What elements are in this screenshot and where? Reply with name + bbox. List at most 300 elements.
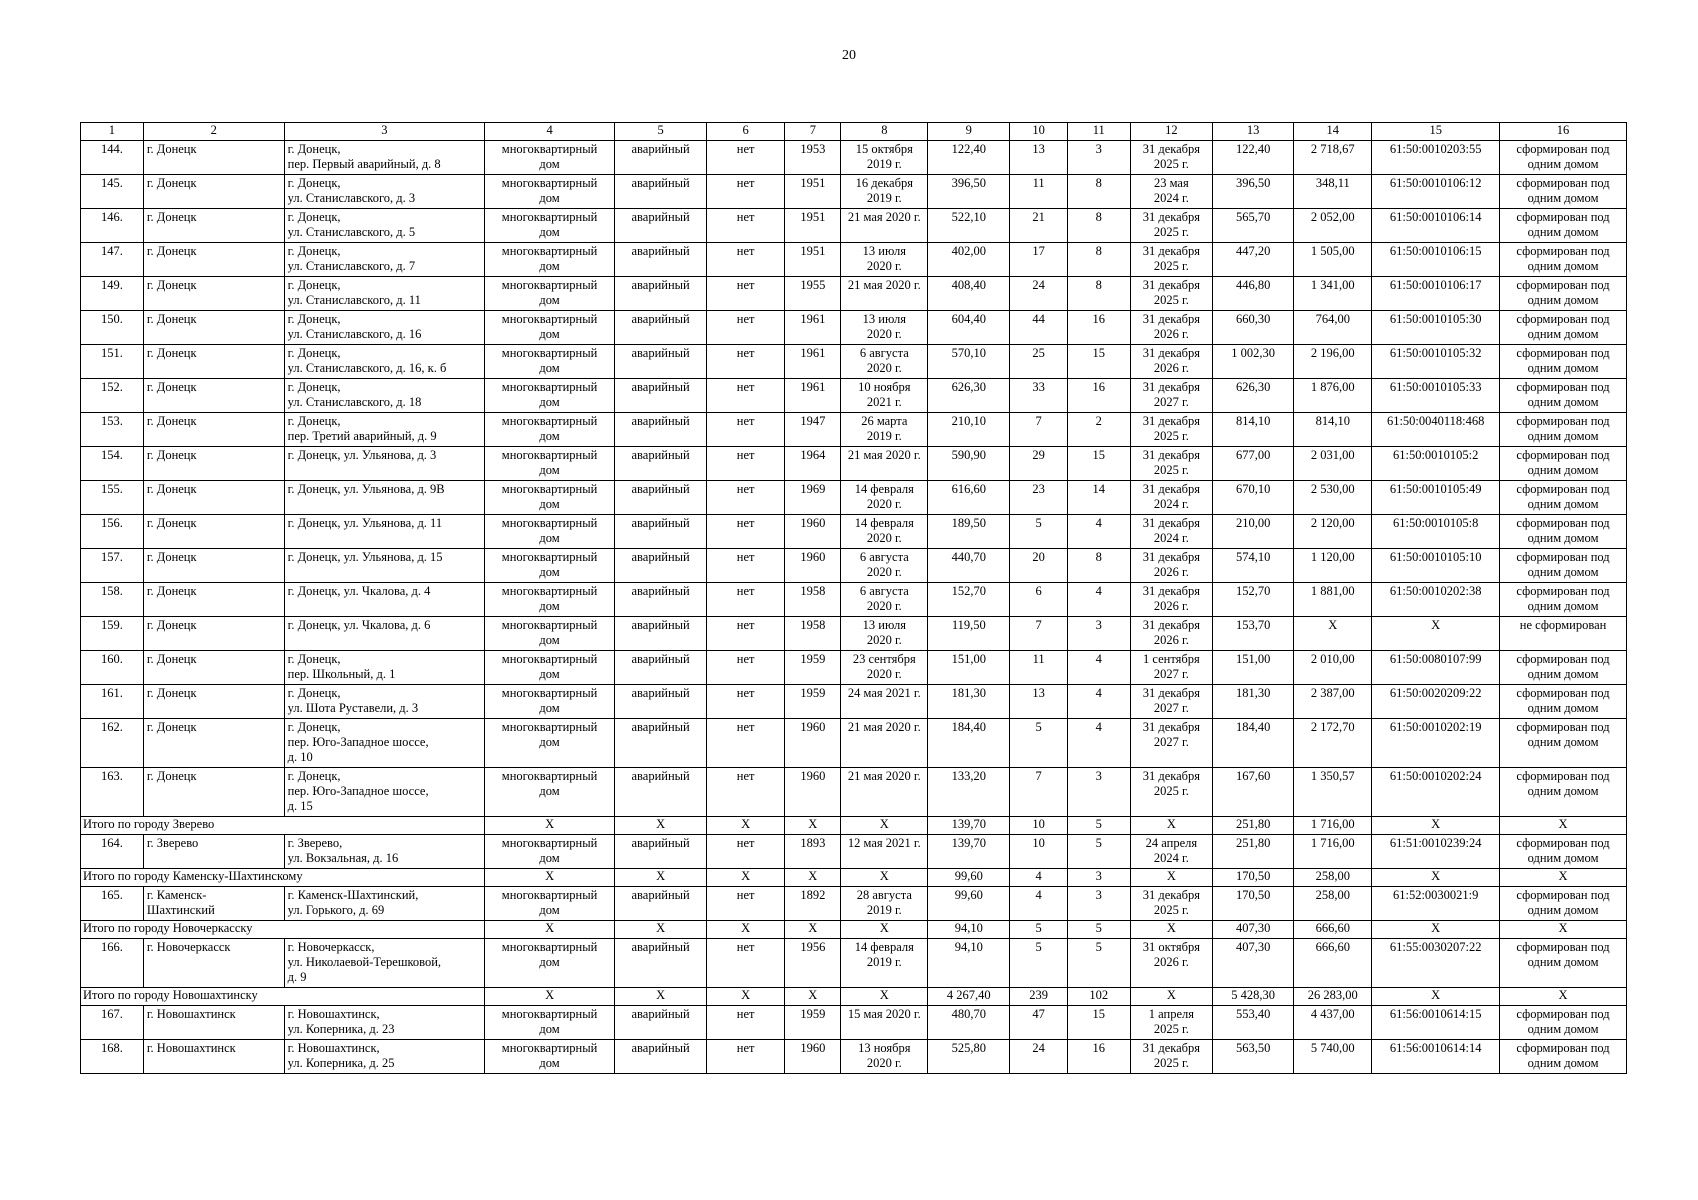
table-cell: г. Донецк, ул. Ульянова, д. 3 <box>284 447 484 481</box>
table-cell: 4 <box>1067 651 1130 685</box>
table-cell: 61:51:0010239:24 <box>1372 835 1500 869</box>
table-cell: 1960 <box>785 768 841 817</box>
table-cell: многоквартирный дом <box>485 685 615 719</box>
table-cell: 31 декабря 2024 г. <box>1130 481 1212 515</box>
table-cell: 574,10 <box>1213 549 1294 583</box>
table-cell: 522,10 <box>928 209 1010 243</box>
table-cell: 133,20 <box>928 768 1010 817</box>
table-cell: сформирован под одним домом <box>1500 345 1627 379</box>
table-cell: 1964 <box>785 447 841 481</box>
table-cell: 1 350,57 <box>1294 768 1372 817</box>
table-cell: аварийный <box>615 447 707 481</box>
table-cell: 677,00 <box>1213 447 1294 481</box>
table-cell: 1958 <box>785 617 841 651</box>
table-cell: 23 мая 2024 г. <box>1130 175 1212 209</box>
table-cell: многоквартирный дом <box>485 651 615 685</box>
table-cell: 396,50 <box>928 175 1010 209</box>
table-cell: 181,30 <box>1213 685 1294 719</box>
table-cell: Х <box>615 817 707 835</box>
table-cell: сформирован под одним домом <box>1500 311 1627 345</box>
table-cell: нет <box>707 413 785 447</box>
table-cell: 11 <box>1010 651 1067 685</box>
table-cell: сформирован под одним домом <box>1500 413 1627 447</box>
table-cell: г. Донецк <box>143 481 284 515</box>
table-cell: 170,50 <box>1213 869 1294 887</box>
table-cell: 31 октября 2026 г. <box>1130 939 1212 988</box>
table-cell: Х <box>785 817 841 835</box>
column-header: 1 <box>81 123 144 141</box>
table-cell: Х <box>841 817 928 835</box>
table-cell: Х <box>1372 617 1500 651</box>
table-cell: 348,11 <box>1294 175 1372 209</box>
table-cell: сформирован под одним домом <box>1500 583 1627 617</box>
table-cell: 4 <box>1067 685 1130 719</box>
table-cell: 258,00 <box>1294 887 1372 921</box>
table-cell: 11 <box>1010 175 1067 209</box>
table-row <box>81 515 1627 549</box>
table-cell: 3 <box>1067 617 1130 651</box>
table-cell: многоквартирный дом <box>485 515 615 549</box>
table-cell: г. Донецк <box>143 685 284 719</box>
table-cell: 14 <box>1067 481 1130 515</box>
table-cell: Х <box>785 869 841 887</box>
table-cell: аварийный <box>615 939 707 988</box>
table-cell: 7 <box>1010 768 1067 817</box>
table-cell: 1 876,00 <box>1294 379 1372 413</box>
table-cell: г. Донецк <box>143 719 284 768</box>
table-cell: 4 <box>1010 869 1067 887</box>
subtotal-label: Итого по городу Зверево <box>81 817 485 835</box>
table-cell: г. Донецк <box>143 209 284 243</box>
table-cell: аварийный <box>615 277 707 311</box>
table-cell: 13 июля 2020 г. <box>841 617 928 651</box>
table-cell: 31 декабря 2025 г. <box>1130 1040 1212 1074</box>
table-cell: 31 декабря 2025 г. <box>1130 141 1212 175</box>
table-cell: 5 428,30 <box>1213 988 1294 1006</box>
table-row <box>81 617 1627 651</box>
table-cell: 31 декабря 2025 г. <box>1130 243 1212 277</box>
table-cell: сформирован под одним домом <box>1500 685 1627 719</box>
table-cell: 8 <box>1067 549 1130 583</box>
table-cell: сформирован под одним домом <box>1500 243 1627 277</box>
housing-table-container <box>80 122 1627 1074</box>
table-cell: Х <box>1130 921 1212 939</box>
table-cell: Х <box>1500 817 1627 835</box>
table-cell: нет <box>707 835 785 869</box>
table-cell: Х <box>785 921 841 939</box>
table-cell: 1960 <box>785 515 841 549</box>
table-cell: нет <box>707 1040 785 1074</box>
table-cell: 480,70 <box>928 1006 1010 1040</box>
table-cell: 21 мая 2020 г. <box>841 768 928 817</box>
column-header: 6 <box>707 123 785 141</box>
table-cell: г. Донецк, ул. Станиславского, д. 18 <box>284 379 484 413</box>
table-cell: нет <box>707 719 785 768</box>
table-cell: Х <box>841 869 928 887</box>
column-header: 13 <box>1213 123 1294 141</box>
table-cell: 2 031,00 <box>1294 447 1372 481</box>
table-cell: 21 <box>1010 209 1067 243</box>
table-cell: 2 172,70 <box>1294 719 1372 768</box>
table-cell: 61:50:0010105:33 <box>1372 379 1500 413</box>
table-cell: 31 декабря 2027 г. <box>1130 685 1212 719</box>
table-cell: сформирован под одним домом <box>1500 939 1627 988</box>
table-cell: многоквартирный дом <box>485 768 615 817</box>
table-cell: 3 <box>1067 768 1130 817</box>
table-cell: нет <box>707 515 785 549</box>
table-cell: г. Донецк <box>143 277 284 311</box>
table-cell: 1 сентября 2027 г. <box>1130 651 1212 685</box>
table-row <box>81 311 1627 345</box>
table-cell: 94,10 <box>928 939 1010 988</box>
table-cell: 3 <box>1067 141 1130 175</box>
table-row <box>81 719 1627 768</box>
table-cell: 144. <box>81 141 144 175</box>
column-header: 8 <box>841 123 928 141</box>
table-cell: 163. <box>81 768 144 817</box>
column-header: 2 <box>143 123 284 141</box>
table-cell: Х <box>1130 869 1212 887</box>
table-cell: 146. <box>81 209 144 243</box>
table-cell: Х <box>707 869 785 887</box>
table-cell: нет <box>707 1006 785 1040</box>
table-cell: 1951 <box>785 175 841 209</box>
table-cell: 258,00 <box>1294 869 1372 887</box>
table-cell: 25 <box>1010 345 1067 379</box>
table-cell: многоквартирный дом <box>485 175 615 209</box>
table-cell: многоквартирный дом <box>485 719 615 768</box>
table-cell: 31 декабря 2025 г. <box>1130 413 1212 447</box>
table-cell: Х <box>485 817 615 835</box>
table-cell: 6 <box>1010 583 1067 617</box>
table-cell: 590,90 <box>928 447 1010 481</box>
table-cell: Х <box>1500 921 1627 939</box>
table-cell: аварийный <box>615 549 707 583</box>
table-cell: нет <box>707 277 785 311</box>
table-cell: 666,60 <box>1294 939 1372 988</box>
table-cell: многоквартирный дом <box>485 1006 615 1040</box>
table-cell: нет <box>707 481 785 515</box>
table-row <box>81 379 1627 413</box>
table-cell: Х <box>485 921 615 939</box>
table-cell: 161. <box>81 685 144 719</box>
table-cell: аварийный <box>615 1040 707 1074</box>
table-cell: 1947 <box>785 413 841 447</box>
table-cell: 1 апреля 2025 г. <box>1130 1006 1212 1040</box>
table-cell: Х <box>615 921 707 939</box>
table-cell: 1893 <box>785 835 841 869</box>
table-cell: нет <box>707 549 785 583</box>
table-cell: 14 февраля 2019 г. <box>841 939 928 988</box>
table-cell: сформирован под одним домом <box>1500 651 1627 685</box>
table-cell: многоквартирный дом <box>485 141 615 175</box>
table-cell: сформирован под одним домом <box>1500 719 1627 768</box>
table-cell: 8 <box>1067 243 1130 277</box>
table-cell: г. Донецк <box>143 311 284 345</box>
table-cell: 61:50:0010202:38 <box>1372 583 1500 617</box>
table-cell: г. Донецк, ул. Ульянова, д. 11 <box>284 515 484 549</box>
table-cell: 2 120,00 <box>1294 515 1372 549</box>
table-cell: аварийный <box>615 413 707 447</box>
table-cell: сформирован под одним домом <box>1500 515 1627 549</box>
table-cell: г. Донецк, пер. Третий аварийный, д. 9 <box>284 413 484 447</box>
table-row <box>81 277 1627 311</box>
table-cell: 24 апреля 2024 г. <box>1130 835 1212 869</box>
table-cell: 5 <box>1067 921 1130 939</box>
table-cell: 1953 <box>785 141 841 175</box>
table-cell: аварийный <box>615 209 707 243</box>
table-cell: 61:50:0010105:10 <box>1372 549 1500 583</box>
table-cell: г. Донецк <box>143 141 284 175</box>
table-cell: 4 437,00 <box>1294 1006 1372 1040</box>
table-cell: 1959 <box>785 1006 841 1040</box>
table-row <box>81 583 1627 617</box>
table-cell: 184,40 <box>1213 719 1294 768</box>
table-cell: 210,00 <box>1213 515 1294 549</box>
table-cell: 153. <box>81 413 144 447</box>
table-cell: 15 мая 2020 г. <box>841 1006 928 1040</box>
table-cell: г. Донецк, ул. Чкалова, д. 4 <box>284 583 484 617</box>
table-cell: 167,60 <box>1213 768 1294 817</box>
table-cell: 31 декабря 2026 г. <box>1130 345 1212 379</box>
table-cell: 31 декабря 2027 г. <box>1130 719 1212 768</box>
table-cell: 16 <box>1067 1040 1130 1074</box>
table-cell: г. Донецк <box>143 243 284 277</box>
table-cell: 61:50:0010203:55 <box>1372 141 1500 175</box>
table-cell: 189,50 <box>928 515 1010 549</box>
table-cell: г. Донецк <box>143 379 284 413</box>
table-cell: 1959 <box>785 651 841 685</box>
table-row <box>81 243 1627 277</box>
table-cell: Х <box>615 869 707 887</box>
table-cell: 31 декабря 2025 г. <box>1130 277 1212 311</box>
table-cell: 7 <box>1010 413 1067 447</box>
table-cell: Х <box>841 988 928 1006</box>
table-cell: г. Донецк, пер. Юго-Западное шоссе, д. 10 <box>284 719 484 768</box>
table-row <box>81 175 1627 209</box>
table-cell: 166. <box>81 939 144 988</box>
table-cell: 2 530,00 <box>1294 481 1372 515</box>
table-cell: 6 августа 2020 г. <box>841 345 928 379</box>
table-cell: 151,00 <box>928 651 1010 685</box>
table-cell: 814,10 <box>1213 413 1294 447</box>
table-cell: 21 мая 2020 г. <box>841 447 928 481</box>
table-cell: 563,50 <box>1213 1040 1294 1074</box>
table-cell: 1 120,00 <box>1294 549 1372 583</box>
table-cell: сформирован под одним домом <box>1500 481 1627 515</box>
table-cell: 1 341,00 <box>1294 277 1372 311</box>
table-cell: г. Зверево, ул. Вокзальная, д. 16 <box>284 835 484 869</box>
table-cell: 5 <box>1010 939 1067 988</box>
table-cell: 47 <box>1010 1006 1067 1040</box>
table-cell: 151,00 <box>1213 651 1294 685</box>
table-cell: г. Донецк <box>143 617 284 651</box>
table-cell: г. Донецк <box>143 768 284 817</box>
table-cell: 814,10 <box>1294 413 1372 447</box>
table-cell: 24 <box>1010 1040 1067 1074</box>
table-cell: 33 <box>1010 379 1067 413</box>
table-cell: 24 мая 2021 г. <box>841 685 928 719</box>
table-cell: аварийный <box>615 515 707 549</box>
table-cell: 167. <box>81 1006 144 1040</box>
table-cell: 184,40 <box>928 719 1010 768</box>
table-cell: аварийный <box>615 651 707 685</box>
table-cell: 4 <box>1010 887 1067 921</box>
table-cell: 21 мая 2020 г. <box>841 209 928 243</box>
table-cell: 99,60 <box>928 869 1010 887</box>
table-cell: г. Донецк, пер. Первый аварийный, д. 8 <box>284 141 484 175</box>
table-cell: многоквартирный дом <box>485 583 615 617</box>
table-row <box>81 651 1627 685</box>
table-cell: 26 марта 2019 г. <box>841 413 928 447</box>
table-cell: г. Зверево <box>143 835 284 869</box>
table-cell: 6 августа 2020 г. <box>841 549 928 583</box>
table-cell: 61:50:0010202:19 <box>1372 719 1500 768</box>
table-cell: 61:50:0010105:49 <box>1372 481 1500 515</box>
table-cell: 31 декабря 2024 г. <box>1130 515 1212 549</box>
table-cell: 152,70 <box>928 583 1010 617</box>
table-cell: 407,30 <box>1213 939 1294 988</box>
table-cell: 5 <box>1067 939 1130 988</box>
table-cell: 5 740,00 <box>1294 1040 1372 1074</box>
table-cell: 239 <box>1010 988 1067 1006</box>
table-cell: 3 <box>1067 869 1130 887</box>
table-cell: 31 декабря 2025 г. <box>1130 768 1212 817</box>
table-cell: аварийный <box>615 141 707 175</box>
table-cell: 31 декабря 2025 г. <box>1130 447 1212 481</box>
table-cell: нет <box>707 175 785 209</box>
table-cell: 1960 <box>785 719 841 768</box>
table-cell: сформирован под одним домом <box>1500 447 1627 481</box>
table-cell: Х <box>1372 921 1500 939</box>
table-cell: 1951 <box>785 243 841 277</box>
table-cell: 31 декабря 2025 г. <box>1130 887 1212 921</box>
table-cell: 6 августа 2020 г. <box>841 583 928 617</box>
table-cell: Х <box>841 921 928 939</box>
table-cell: 13 <box>1010 685 1067 719</box>
table-cell: 119,50 <box>928 617 1010 651</box>
table-cell: Х <box>1294 617 1372 651</box>
table-cell: 165. <box>81 887 144 921</box>
table-cell: 122,40 <box>928 141 1010 175</box>
table-cell: 10 <box>1010 835 1067 869</box>
table-cell: 4 267,40 <box>928 988 1010 1006</box>
table-cell: 1961 <box>785 345 841 379</box>
table-cell: Х <box>1372 817 1500 835</box>
table-cell: нет <box>707 209 785 243</box>
table-cell: 1 716,00 <box>1294 835 1372 869</box>
table-cell: 626,30 <box>1213 379 1294 413</box>
table-cell: 2 196,00 <box>1294 345 1372 379</box>
table-cell: 1958 <box>785 583 841 617</box>
table-cell: 660,30 <box>1213 311 1294 345</box>
table-cell: 251,80 <box>1213 835 1294 869</box>
table-cell: сформирован под одним домом <box>1500 768 1627 817</box>
table-cell: многоквартирный дом <box>485 481 615 515</box>
table-row <box>81 1040 1627 1074</box>
table-cell: г. Каменск- Шахтинский <box>143 887 284 921</box>
table-cell: 20 <box>1010 549 1067 583</box>
table-cell: 8 <box>1067 209 1130 243</box>
table-cell: 5 <box>1067 835 1130 869</box>
table-cell: нет <box>707 447 785 481</box>
table-cell: 12 мая 2021 г. <box>841 835 928 869</box>
table-cell: 402,00 <box>928 243 1010 277</box>
table-cell: 5 <box>1010 515 1067 549</box>
table-cell: г. Донецк, ул. Станиславского, д. 3 <box>284 175 484 209</box>
table-cell: 24 <box>1010 277 1067 311</box>
table-cell: 139,70 <box>928 817 1010 835</box>
table-cell: 4 <box>1067 515 1130 549</box>
table-cell: многоквартирный дом <box>485 447 615 481</box>
table-cell: Х <box>707 988 785 1006</box>
table-cell: Х <box>1500 988 1627 1006</box>
table-cell: 61:50:0010106:14 <box>1372 209 1500 243</box>
subtotal-row <box>81 921 1627 939</box>
table-cell: 122,40 <box>1213 141 1294 175</box>
table-cell: 4 <box>1067 719 1130 768</box>
table-cell: 61:56:0010614:14 <box>1372 1040 1500 1074</box>
table-cell: многоквартирный дом <box>485 617 615 651</box>
table-cell: 15 <box>1067 345 1130 379</box>
table-cell: 31 декабря 2025 г. <box>1130 209 1212 243</box>
table-cell: 1961 <box>785 311 841 345</box>
table-cell: аварийный <box>615 243 707 277</box>
column-header: 9 <box>928 123 1010 141</box>
table-cell: сформирован под одним домом <box>1500 209 1627 243</box>
subtotal-label: Итого по городу Новошахтинску <box>81 988 485 1006</box>
column-header: 3 <box>284 123 484 141</box>
table-cell: 26 283,00 <box>1294 988 1372 1006</box>
table-cell: 14 февраля 2020 г. <box>841 481 928 515</box>
table-cell: 14 февраля 2020 г. <box>841 515 928 549</box>
table-cell: 1969 <box>785 481 841 515</box>
table-cell: многоквартирный дом <box>485 413 615 447</box>
table-cell: Х <box>1372 988 1500 1006</box>
table-cell: нет <box>707 651 785 685</box>
table-cell: 61:50:0010105:32 <box>1372 345 1500 379</box>
table-cell: 1960 <box>785 1040 841 1074</box>
table-cell: 2 718,67 <box>1294 141 1372 175</box>
table-cell: нет <box>707 939 785 988</box>
table-cell: 1 505,00 <box>1294 243 1372 277</box>
table-cell: Х <box>1372 869 1500 887</box>
table-cell: 570,10 <box>928 345 1010 379</box>
table-cell: нет <box>707 768 785 817</box>
table-cell: аварийный <box>615 481 707 515</box>
table-cell: 10 ноября 2021 г. <box>841 379 928 413</box>
table-cell: 616,60 <box>928 481 1010 515</box>
table-cell: аварийный <box>615 685 707 719</box>
table-cell: г. Новошахтинск, ул. Коперника, д. 23 <box>284 1006 484 1040</box>
table-cell: 15 <box>1067 447 1130 481</box>
table-cell: Х <box>1130 817 1212 835</box>
table-cell: 210,10 <box>928 413 1010 447</box>
column-header: 12 <box>1130 123 1212 141</box>
table-row <box>81 447 1627 481</box>
table-cell: 181,30 <box>928 685 1010 719</box>
table-cell: 61:50:0010106:12 <box>1372 175 1500 209</box>
table-cell: г. Донецк, ул. Станиславского, д. 7 <box>284 243 484 277</box>
table-cell: сформирован под одним домом <box>1500 175 1627 209</box>
table-cell: 407,30 <box>1213 921 1294 939</box>
subtotal-label: Итого по городу Каменску-Шахтинскому <box>81 869 485 887</box>
table-cell: сформирован под одним домом <box>1500 835 1627 869</box>
table-cell: аварийный <box>615 583 707 617</box>
table-row <box>81 939 1627 988</box>
table-cell: Х <box>615 988 707 1006</box>
table-cell: 44 <box>1010 311 1067 345</box>
